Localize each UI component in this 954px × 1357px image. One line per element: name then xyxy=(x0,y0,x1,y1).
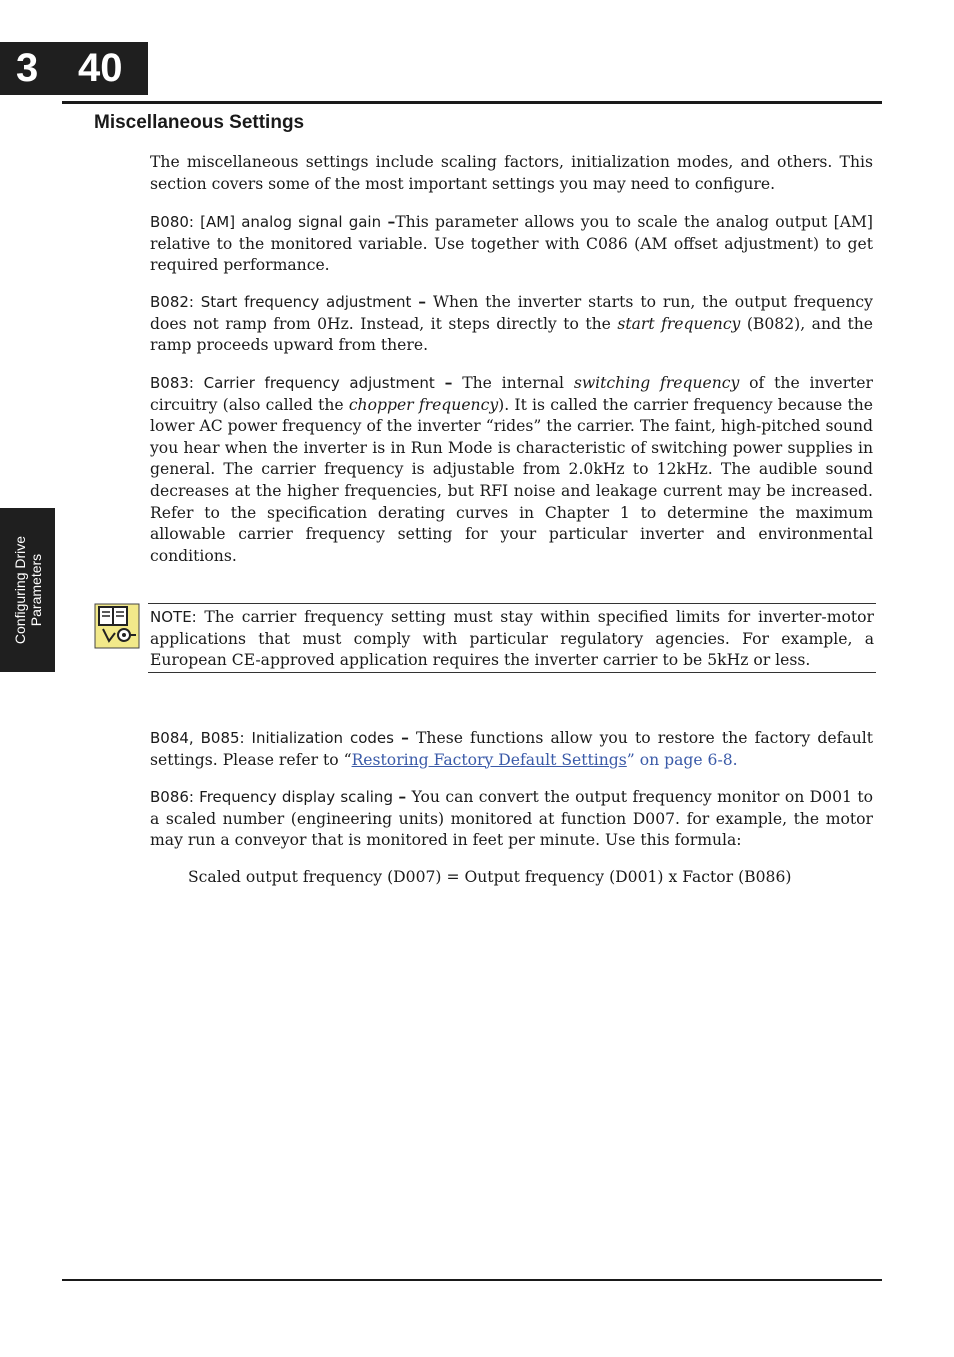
b084-dash: – xyxy=(401,728,409,747)
side-tab-line-2: Parameters xyxy=(27,553,44,627)
restoring-defaults-link[interactable]: Restoring Factory Default Settings xyxy=(351,750,627,769)
side-tab-line-1: Configuring Drive xyxy=(11,535,28,645)
b080-text: This parameter allows you to scale the analog output [AM] relative to the monitored variable. Use together with C086 (AM offset adjustment) to get required performance. xyxy=(150,213,874,275)
b083-text-3: ). It is called the carrier frequency because the lower AC power frequency of the inverter “rides” the carrier. The faint, high-pitched sound you hear when the inverter is in Run Mode is characteristic of switching power supplies in general. The carrier frequency is adjustable from 2.0kHz to 12kHz. The audible sound decreases at the higher frequencies, but RFI noise and leakage current may be increased. Refer to the specification derating curves in Chapter 1 to determine the maximum allowable carrier frequency setting for your particular inverter and environmental conditions. xyxy=(150,395,873,565)
b086-dash: – xyxy=(398,787,407,806)
b084-paragraph xyxy=(150,727,873,771)
b083-emphasis-2: chopper frequency xyxy=(348,395,499,414)
note-label: NOTE: xyxy=(150,608,197,626)
b083-dash: – xyxy=(444,373,453,392)
b080-dash: – xyxy=(387,212,396,231)
b082-emphasis: start frequency xyxy=(617,314,741,333)
b084-text: These functions allow you to restore the factory default settings. Please refer to “ xyxy=(150,729,873,769)
b083-paragraph xyxy=(150,372,873,567)
b082-term: B082: Start frequency adjustment xyxy=(150,293,412,311)
header-rule xyxy=(62,101,882,104)
b082-paragraph xyxy=(150,291,873,357)
intro-paragraph: The miscellaneous settings include scaling factors, initialization modes, and others. This section covers some of the most important settings you may need to configure. xyxy=(150,153,873,193)
b084-term: B084, B085: Initialization codes xyxy=(150,729,394,747)
b086-paragraph xyxy=(150,786,873,852)
page-number-tab xyxy=(0,42,148,95)
b086-text: You can convert the output frequency monitor on D001 to a scaled number (engineering units) monitored at function D007. for example, the motor may run a conveyor that is monitored in feet per minute. Use this formula: xyxy=(150,788,873,850)
scaling-formula: Scaled output frequency (D007) = Output frequency (D001) x Factor (B086) xyxy=(188,868,792,886)
section-title: Miscellaneous Settings xyxy=(94,112,305,133)
chapter-side-tab xyxy=(0,508,55,672)
b080-paragraph xyxy=(150,211,873,277)
b080-term: B080: [AM] analog signal gain xyxy=(150,213,382,231)
b082-dash: – xyxy=(418,292,427,311)
b083-emphasis-1: switching frequency xyxy=(573,374,740,392)
note-paragraph xyxy=(150,607,874,672)
page-number: 40 xyxy=(78,46,123,90)
b082-text-2: (B082), and the ramp proceeds upward from there. xyxy=(150,314,873,355)
chapter-number: 3 xyxy=(16,46,39,90)
b082-text-1: When the inverter starts to run, the output frequency does not ramp from 0Hz. Instead, it steps directly to the xyxy=(150,293,873,333)
note-text: The carrier frequency setting must stay within specified limits for inverter-motor applications that must comply with particular regulatory agencies. For example, a European CE-approved application requires the inverter carrier to be 5kHz or less. xyxy=(150,608,874,670)
b083-text-2: of the inverter circuitry (also called the xyxy=(150,374,873,414)
note-book-icon xyxy=(94,603,140,649)
footer-rule xyxy=(62,1279,882,1281)
b083-term: B083: Carrier frequency adjustment xyxy=(150,374,435,392)
note-box xyxy=(148,603,876,673)
b084-link-tail: ” on page 6-8. xyxy=(626,750,738,769)
b083-text-1: The internal xyxy=(462,374,564,392)
b086-term: B086: Frequency display scaling xyxy=(150,788,393,806)
